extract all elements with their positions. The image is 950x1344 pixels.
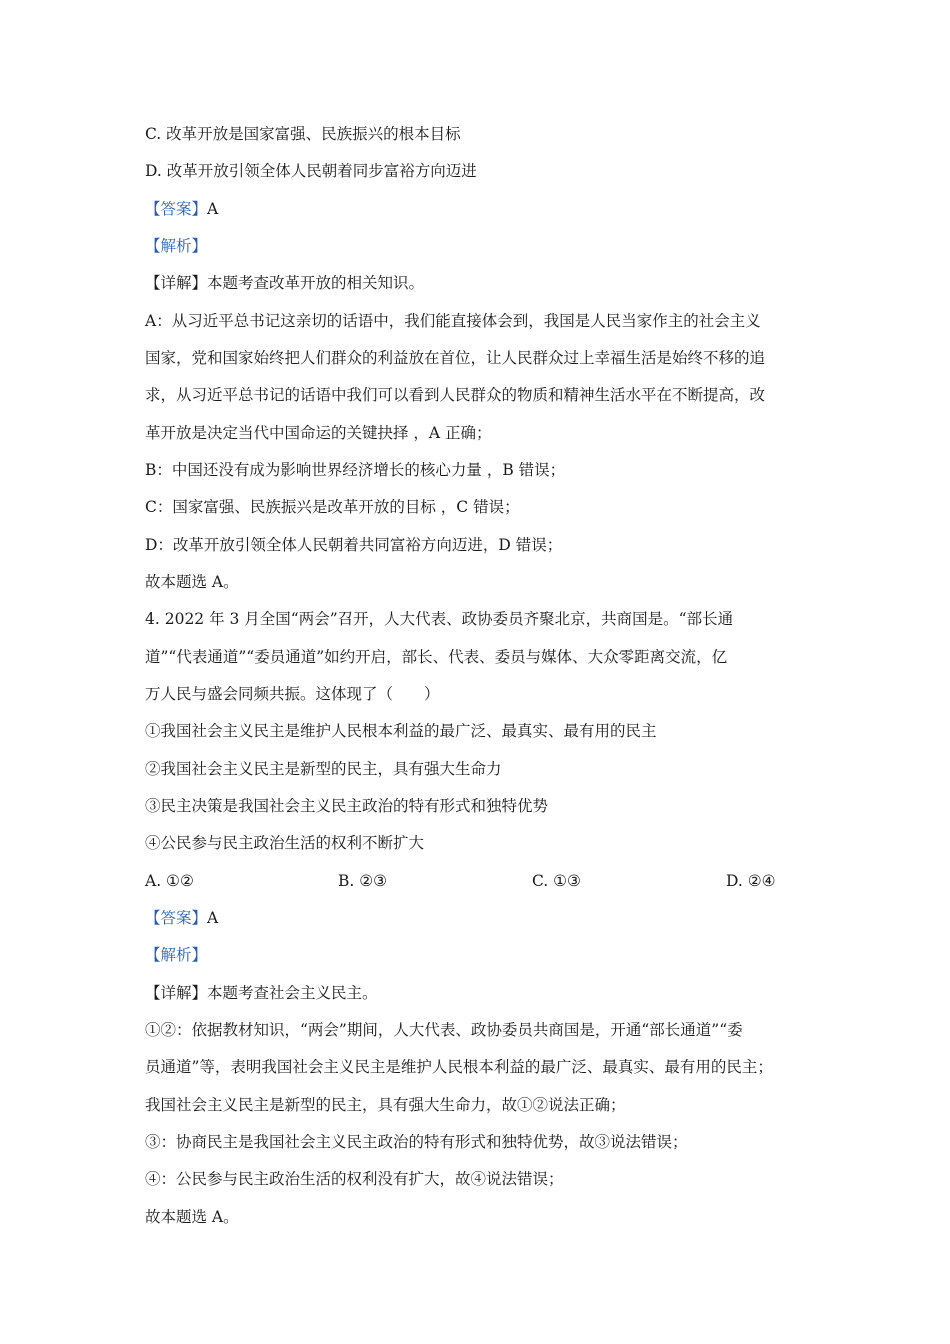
q4-answer: [145, 908, 218, 928]
answer-value: A: [207, 200, 219, 218]
q4-option-a: A. ①②: [145, 872, 194, 890]
q4-analysis-label: 【解析】: [145, 946, 208, 964]
q4-explain-4: ④：公民参与民主政治生活的权利没有扩大，故④说法错误；: [145, 1170, 564, 1188]
q3-option-c: C. 改革开放是国家富强、民族振兴的根本目标: [145, 125, 461, 143]
q4-conclusion: 故本题选 A。: [145, 1208, 239, 1226]
q3-a-line2: 国家，党和国家始终把人们群众的利益放在首位，让人民群众过上幸福生活是始终不移的追: [145, 349, 766, 367]
q4-explain-3: ③：协商民主是我国社会主义民主政治的特有形式和独特优势，故③说法错误；: [145, 1133, 688, 1151]
q4-option-c: C. ①③: [532, 872, 581, 890]
q4-stem-line2: 道”“代表通道”“委员通道”如约开启，部长、代表、委员与媒体、大众零距离交流，亿: [145, 648, 728, 666]
q4-option-d: D. ②④: [726, 872, 776, 890]
q4-explain-12-line3: 我国社会主义民主是新型的民主，具有强大生命力，故①②说法正确；: [145, 1096, 626, 1114]
q3-a-line3: 求，从习近平总书记的话语中我们可以看到人民群众的物质和精神生活水平在不断提高，改: [145, 386, 766, 404]
answer-label: 【答案】: [145, 200, 208, 218]
q3-a-line1: A：从习近平总书记这亲切的话语中，我们能直接体会到，我国是人民当家作主的社会主义: [145, 312, 761, 330]
q4-explain-12-line1: ①②：依据教材知识，“两会”期间，人大代表、政协委员共商国是，开通“部长通道”“委: [145, 1021, 743, 1039]
q3-a-line4: 革开放是决定当代中国命运的关键抉择 ，A 正确；: [145, 424, 492, 442]
q3-option-d: D. 改革开放引领全体人民朝着同步富裕方向迈进: [145, 162, 477, 180]
q3-c-line: C：国家富强、民族振兴是改革开放的目标 ，C 错误；: [145, 498, 520, 516]
q3-conclusion: 故本题选 A。: [145, 573, 239, 591]
q3-analysis-label: 【解析】: [145, 237, 208, 255]
answer-value: A: [207, 909, 219, 927]
q3-answer: [145, 199, 218, 219]
q4-stem-line1: 4. 2022 年 3 月全国“两会”召开，人大代表、政协委员齐聚北京，共商国是。“部长通: [145, 610, 734, 628]
q4-statement-1: ①我国社会主义民主是维护人民根本利益的最广泛、最真实、最有用的民主: [145, 722, 657, 740]
q3-detail: 【详解】本题考查改革开放的相关知识。: [145, 274, 425, 292]
q4-detail: 【详解】本题考查社会主义民主。: [145, 984, 378, 1002]
q4-explain-12-line2: 员通道”等，表明我国社会主义民主是维护人民根本利益的最广泛、最真实、最有用的民主；: [145, 1058, 773, 1076]
q4-statement-4: ④公民参与民主政治生活的权利不断扩大: [145, 834, 425, 852]
answer-label: 【答案】: [145, 909, 208, 927]
q4-stem-line3: 万人民与盛会同频共振。这体现了（ ）: [145, 685, 440, 703]
q3-d-line: D：改革开放引领全体人民朝着共同富裕方向迈进，D 错误；: [145, 536, 563, 554]
q4-option-b: B. ②③: [338, 872, 388, 890]
q4-statement-2: ②我国社会主义民主是新型的民主，具有强大生命力: [145, 760, 502, 778]
q4-statement-3: ③民主决策是我国社会主义民主政治的特有形式和独特优势: [145, 797, 549, 815]
q3-b-line: B：中国还没有成为影响世界经济增长的核心力量 ，B 错误；: [145, 461, 566, 479]
